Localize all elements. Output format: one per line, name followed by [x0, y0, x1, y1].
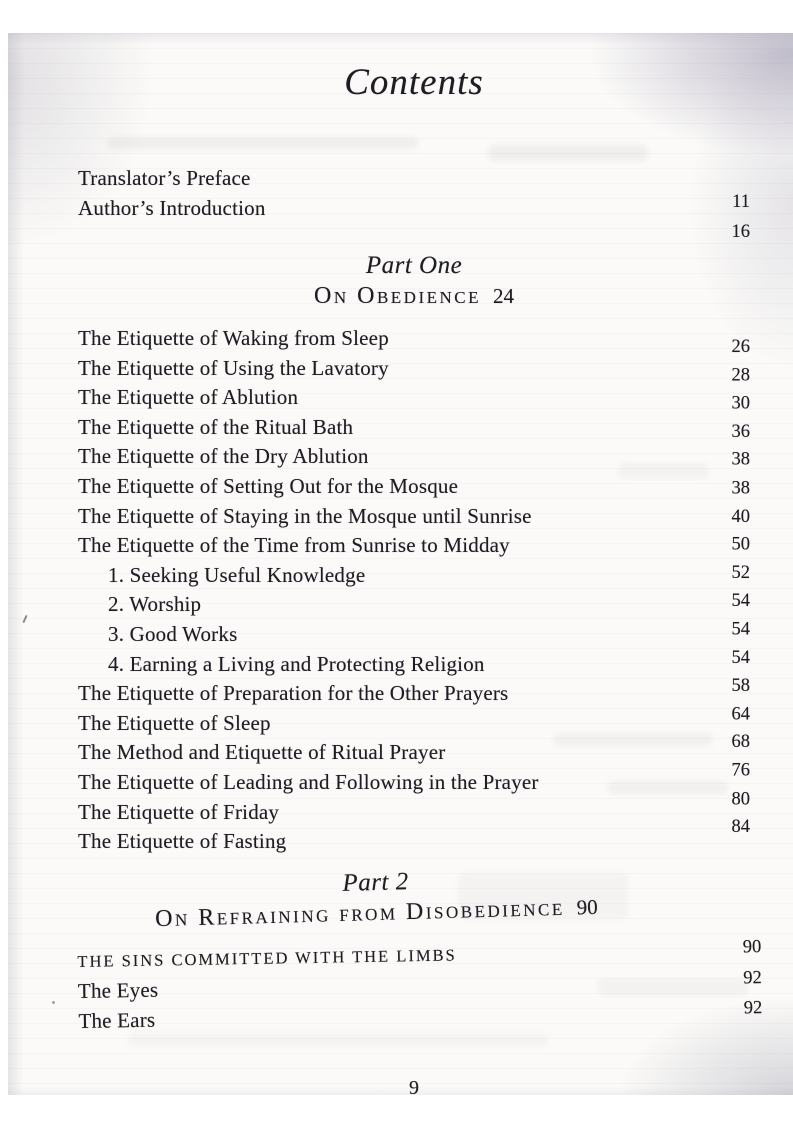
- ink-speck: [22, 615, 27, 623]
- part-one-subheading-text: On Obedience: [314, 283, 481, 309]
- toc-entry-page: 90: [742, 937, 762, 958]
- toc-entry-label: 1. Seeking Useful Knowledge: [108, 562, 366, 587]
- toc-entry-page: 92: [743, 967, 762, 988]
- toc-entry-page: 38: [731, 478, 750, 499]
- toc-row: [78, 445, 750, 475]
- toc-entry-page: 40: [731, 506, 750, 527]
- toc-entry-page: 92: [743, 998, 763, 1019]
- toc-row: [78, 327, 750, 357]
- front-matter-list: [78, 166, 750, 242]
- toc-entry-page: 26: [731, 337, 750, 357]
- toc-entry-page: 54: [731, 591, 750, 612]
- toc-entry-page: 54: [731, 647, 750, 668]
- toc-entry-page: 16: [731, 221, 750, 242]
- toc-entry-page: 38: [731, 449, 750, 470]
- toc-entry-label: The Etiquette of Sleep: [78, 710, 271, 735]
- part-one-heading: [78, 252, 750, 310]
- part-two-heading: [39, 860, 712, 937]
- toc-row: [78, 475, 750, 505]
- toc-entry-page: 36: [731, 421, 750, 442]
- toc-entry-label: The Etiquette of the Dry Ablution: [78, 444, 369, 469]
- toc-entry-page: 54: [731, 619, 750, 640]
- toc-entry-label: 2. Worship: [108, 592, 202, 617]
- toc-row: [78, 534, 750, 564]
- part-two-subheading-text: On Refraining from Disobedience: [154, 894, 566, 933]
- part-one-subheading-page: 24: [493, 284, 514, 308]
- toc-entry-label: The Etiquette of Using the Lavatory: [78, 355, 389, 380]
- toc-row: [78, 416, 750, 446]
- part-one-label: Part One: [365, 252, 463, 279]
- toc-entry-label: 3. Good Works: [108, 621, 238, 646]
- toc-row: [78, 357, 750, 387]
- toc-row: [78, 647, 750, 683]
- part-two-entry-list: [77, 937, 762, 1040]
- toc-entry-label: The Etiquette of Leading and Following in the Prayer: [78, 769, 539, 794]
- toc-row: [78, 817, 750, 860]
- toc-entry-label: The Ears: [78, 1007, 156, 1033]
- toc-row: [78, 386, 750, 416]
- toc-entry-page: 52: [731, 562, 750, 583]
- folio-page-number: 9: [409, 1077, 419, 1095]
- toc-entry-page: 84: [731, 817, 750, 838]
- part-two-label: Part 2: [342, 868, 410, 897]
- part-one-entry-list: [78, 327, 750, 860]
- toc-entry-label: The Etiquette of the Time from Sunrise to Midday: [78, 533, 510, 558]
- toc-entry-label: The Etiquette of the Ritual Bath: [78, 414, 354, 439]
- part-one-subheading: [78, 283, 750, 310]
- toc-entry-label: The Etiquette of Fasting: [78, 829, 287, 854]
- toc-row: [78, 788, 750, 831]
- bleed-through-smudge: [108, 137, 418, 149]
- toc-row: [78, 593, 750, 623]
- toc-entry-page: 76: [731, 760, 750, 781]
- toc-entry-page: 28: [731, 365, 750, 386]
- toc-entry-label: The Etiquette of Staying in the Mosque until Sunrise: [78, 503, 532, 528]
- toc-entry-page: 50: [731, 534, 750, 555]
- toc-entry-page: 30: [731, 393, 750, 414]
- toc-entry-label: 4. Earning a Living and Protecting Religion: [108, 651, 485, 676]
- toc-entry-label: The Eyes: [77, 977, 159, 1003]
- toc-entry-label: The Etiquette of Setting Out for the Mosque: [78, 473, 459, 498]
- toc-row: [78, 760, 750, 801]
- toc-entry-label: The Etiquette of Preparation for the Other Prayers: [78, 681, 509, 706]
- toc-entry-label: Author’s Introduction: [78, 195, 266, 220]
- ink-speck: [52, 1001, 55, 1004]
- part-two-subheading-page: 90: [576, 894, 599, 920]
- scanned-book-page: [8, 33, 793, 1095]
- toc-entry-page: 58: [731, 675, 750, 696]
- toc-row: [78, 704, 750, 742]
- toc-row: [78, 195, 750, 242]
- toc-entry-label: The Etiquette of Friday: [78, 799, 280, 824]
- toc-entry-page: 68: [731, 732, 750, 753]
- toc-entry-page: 64: [731, 704, 750, 725]
- toc-entry-label: The Method and Etiquette of Ritual Prayer: [78, 740, 446, 765]
- toc-entry-page: 80: [731, 788, 750, 809]
- toc-entry-label: THE SINS COMMITTED WITH THE LIMBS: [77, 945, 457, 972]
- page-title: Contents: [344, 62, 484, 103]
- bleed-through-smudge: [488, 145, 648, 161]
- toc-row: [78, 619, 750, 653]
- toc-entry-label: The Etiquette of Ablution: [78, 385, 299, 410]
- toc-row: [78, 505, 750, 535]
- toc-entry-label: Translator’s Preface: [78, 166, 251, 190]
- toc-entry-label: The Etiquette of Waking from Sleep: [78, 326, 389, 350]
- toc-row: [78, 564, 750, 594]
- toc-row: [78, 675, 750, 712]
- toc-row: [78, 732, 750, 771]
- toc-entry-page: 11: [732, 192, 750, 212]
